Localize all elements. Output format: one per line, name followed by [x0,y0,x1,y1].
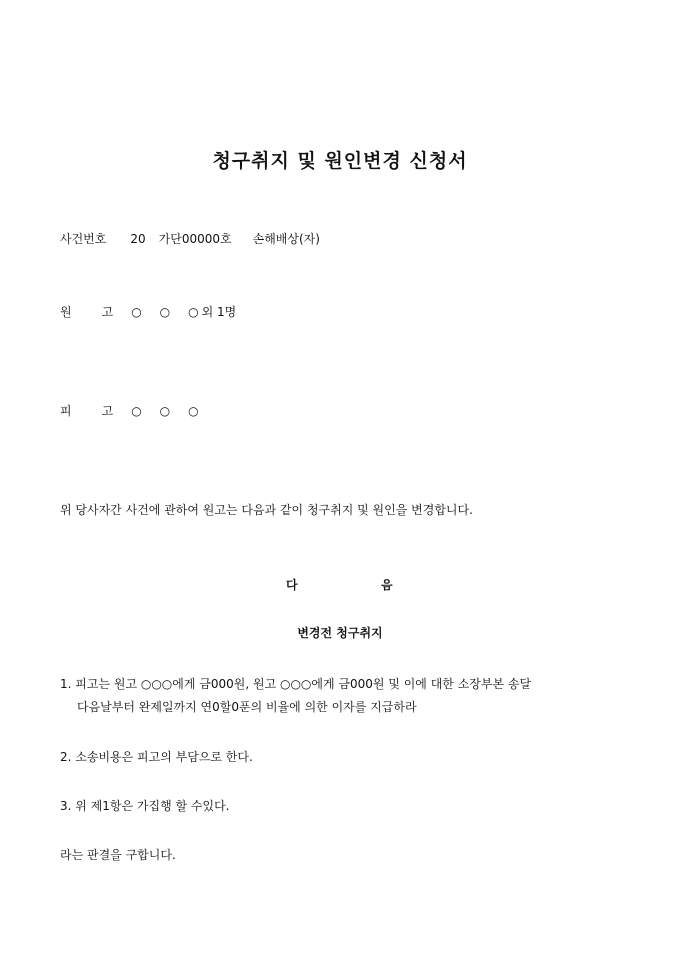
defendant-mark: ○ [188,404,199,418]
case-name: 손해배상(자) [252,232,320,246]
defendant-label-2: 고 [101,404,114,418]
case-number-label: 사건번호 [60,232,107,246]
defendant-row [60,404,199,419]
closing-statement: 라는 판결을 구합니다. [60,848,176,862]
claim-item-1: 1. 피고는 원고 ○○○에게 금000원, 원고 ○○○에게 금000원 및 이에 대한 소장부본 송달 [60,677,532,691]
plaintiff-label-2: 고 [101,305,114,319]
plaintiff-mark: ○ [131,305,142,319]
plaintiff-row [60,305,236,320]
case-number-row [60,232,320,247]
intro-paragraph: 위 당사자간 사건에 관하여 원고는 다음과 같이 청구취지 및 원인을 변경합니다. [60,503,473,517]
plaintiff-mark: ○ [159,305,171,319]
subheading: 변경전 청구취지 [297,626,383,640]
heading-eum: 음 [381,578,393,592]
heading-da: 다 [286,578,298,592]
defendant-mark: ○ [131,404,142,418]
defendant-mark: ○ [159,404,171,418]
plaintiff-label-1: 원 [60,305,72,319]
document-title: 청구취지 및 원인변경 신청서 [212,150,468,172]
case-year: 20 [130,232,146,246]
defendant-label-1: 피 [60,404,72,418]
plaintiff-mark: ○ [188,305,199,319]
claim-item-1-continued: 다음날부터 완제일까지 연0할0푼의 비율에 의한 이자를 지급하라 [77,700,417,714]
claim-item-3: 3. 위 제1항은 가집행 할 수있다. [60,799,230,813]
case-number: 가단00000호 [158,232,232,246]
claim-item-2: 2. 소송비용은 피고의 부담으로 한다. [60,750,253,764]
plaintiff-suffix: 외 1명 [201,305,237,319]
